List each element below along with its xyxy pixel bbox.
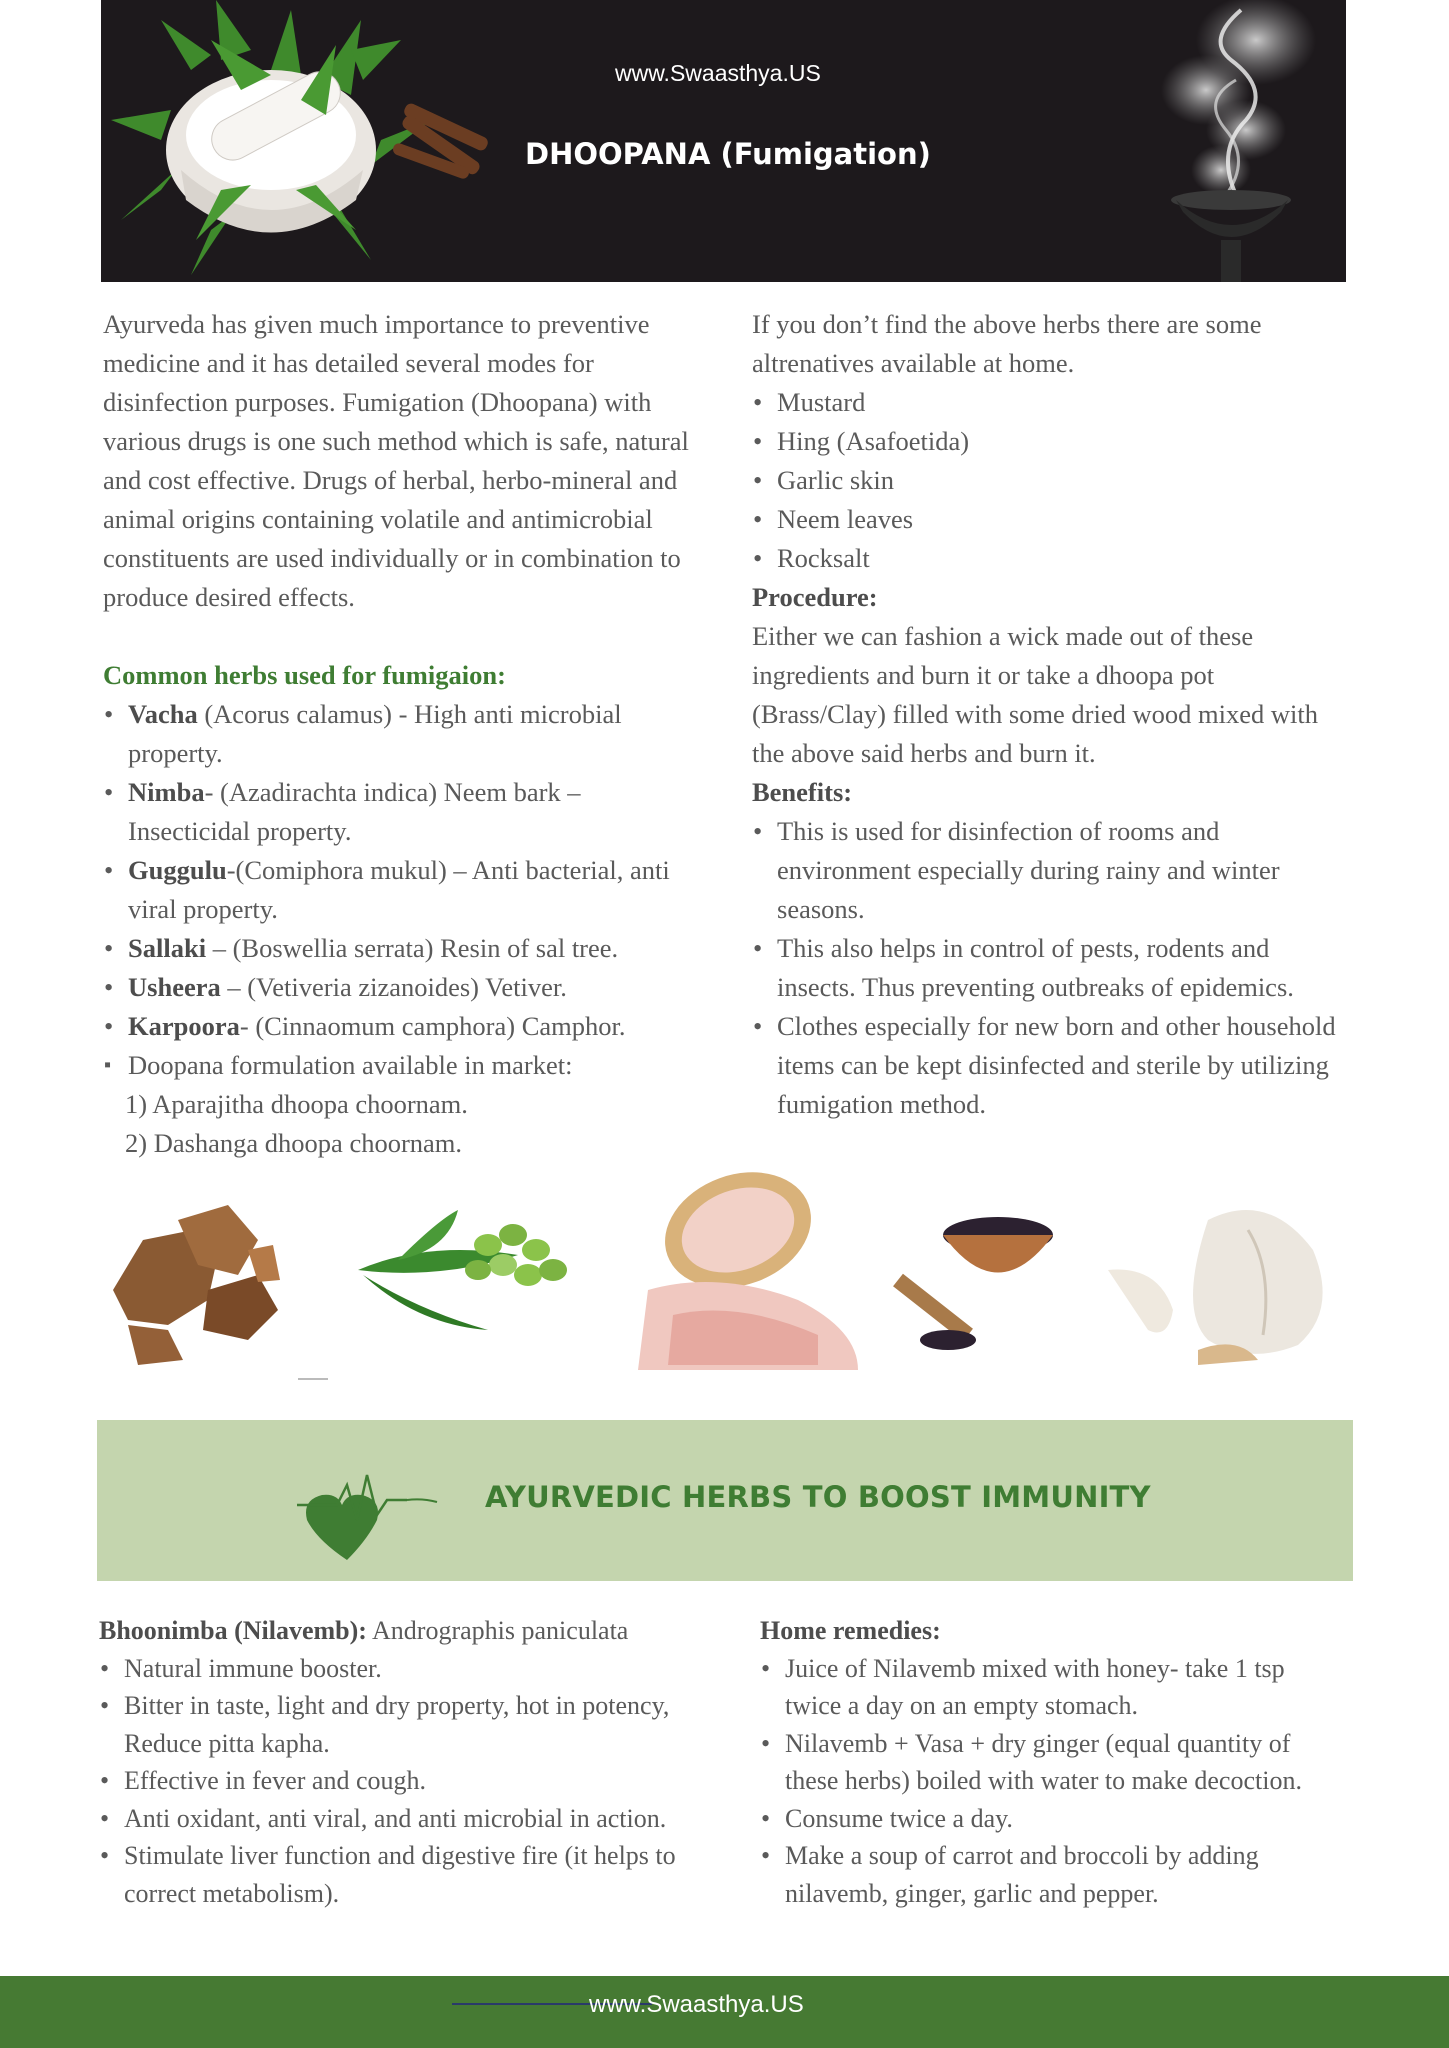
common-herbs-list (103, 695, 703, 1085)
left-column (103, 305, 703, 1163)
banner-title: AYURVEDIC HERBS TO BOOST IMMUNITY (485, 1480, 1151, 1514)
list-item: • This also helps in control of pests, rodents and insects. Thus preventing outbreaks of epidemics. (752, 929, 1342, 1007)
alternatives-intro: If you don’t find the above herbs there are some altrenatives available at home. (752, 309, 1262, 378)
list-item: • Guggulu-(Comiphora mukul) – Anti bacterial, anti viral property. (103, 851, 703, 929)
list-item: • Consume twice a day. (760, 1800, 1340, 1838)
list-item: • Hing (Asafoetida) (752, 422, 1342, 461)
neem-photo (358, 1210, 567, 1330)
smoke-pot-image (1026, 0, 1346, 282)
right-column (752, 305, 1342, 1124)
list-item: • Effective in fever and cough. (99, 1762, 689, 1800)
list-item: • Vacha (Acorus calamus) - High anti microbial property. (103, 695, 703, 773)
formulation-item: 2) Dashanga dhoopa choornam. (125, 1128, 463, 1158)
formulation-label: ▪ Doopana formulation available in market: (103, 1046, 703, 1085)
benefits-list (752, 812, 1342, 1124)
list-item: • Bitter in taste, light and dry property, hot in potency, Reduce pitta kapha. (99, 1687, 689, 1762)
rocksalt-photo (638, 1160, 858, 1370)
list-item: • Rocksalt (752, 539, 1342, 578)
bhoonimba-list (99, 1650, 689, 1913)
bhoonimba-botanical: Andrographis paniculata (366, 1616, 629, 1645)
home-remedies-list (760, 1650, 1340, 1913)
ingredient-photos (98, 1160, 1350, 1380)
common-herbs-heading: Common herbs used for fumigaion: (103, 660, 506, 690)
formulation-item: 1) Aparajitha dhoopa choornam. (125, 1089, 468, 1119)
list-item: • Natural immune booster. (99, 1650, 689, 1688)
footer-bar: www.Swaasthya.US (0, 1976, 1449, 2048)
mustard-photo (898, 1217, 1053, 1350)
list-item: • This is used for disinfection of rooms and environment especially during rainy and winter seasons. (752, 812, 1342, 929)
list-item: • Nimba- (Azadirachta indica) Neem bark – Insecticidal property. (103, 773, 703, 851)
list-item: • Clothes especially for new born and other household items can be kept disinfected and sterile by utilizing fumigation method. (752, 1007, 1342, 1124)
garlic-photo (1108, 1210, 1323, 1365)
header-banner: www.Swaasthya.US DHOOPANA (Fumigation) (101, 0, 1346, 282)
list-item: • Karpoora- (Cinnaomum camphora) Camphor. (103, 1007, 703, 1046)
list-item: • Anti oxidant, anti viral, and anti microbial in action. (99, 1800, 689, 1838)
procedure-text: Either we can fashion a wick made out of these ingredients and burn it or take a dhoopa pot (Brass/Clay) filled with some dried wood mixed with the above said herbs and burn it. (752, 621, 1318, 768)
home-remedies-heading: Home remedies: (760, 1616, 941, 1645)
home-remedies-section (760, 1612, 1340, 1912)
procedure-heading: Procedure: (752, 582, 878, 612)
list-item: • Usheera – (Vetiveria zizanoides) Vetiver. (103, 968, 703, 1007)
heart-leaf-pulse-icon (297, 1460, 447, 1560)
benefits-heading: Benefits: (752, 777, 853, 807)
list-item: • Neem leaves (752, 500, 1342, 539)
intro-paragraph: Ayurveda has given much importance to preventive medicine and it has detailed several modes for disinfection purposes. Fumigation (Dhoopana) with various drugs is one such method which is safe, natural and cost effective. Drugs of herbal, herbo-mineral and animal origins containing volatile and antimicrobial constituents are used individually or in combination to produce desired effects. (103, 309, 689, 612)
bhoonimba-section (99, 1612, 689, 1912)
mortar-pestle-herbs-image (101, 0, 531, 282)
bhoonimba-name: Bhoonimba (Nilavemb): (99, 1616, 367, 1645)
list-item: • Garlic skin (752, 461, 1342, 500)
list-item: • Sallaki – (Boswellia serrata) Resin of sal tree. (103, 929, 703, 968)
list-item: • Stimulate liver function and digestive fire (it helps to correct metabolism). (99, 1837, 689, 1912)
list-item: • Nilavemb + Vasa + dry ginger (equal quantity of these herbs) boiled with water to make decoction. (760, 1725, 1340, 1800)
hing-photo (113, 1205, 328, 1380)
list-item: • Make a soup of carrot and broccoli by adding nilavemb, ginger, garlic and pepper. (760, 1837, 1340, 1912)
alternatives-list (752, 383, 1342, 578)
immunity-banner (97, 1420, 1353, 1581)
list-item: • Mustard (752, 383, 1342, 422)
list-item: • Juice of Nilavemb mixed with honey- take 1 tsp twice a day on an empty stomach. (760, 1650, 1340, 1725)
